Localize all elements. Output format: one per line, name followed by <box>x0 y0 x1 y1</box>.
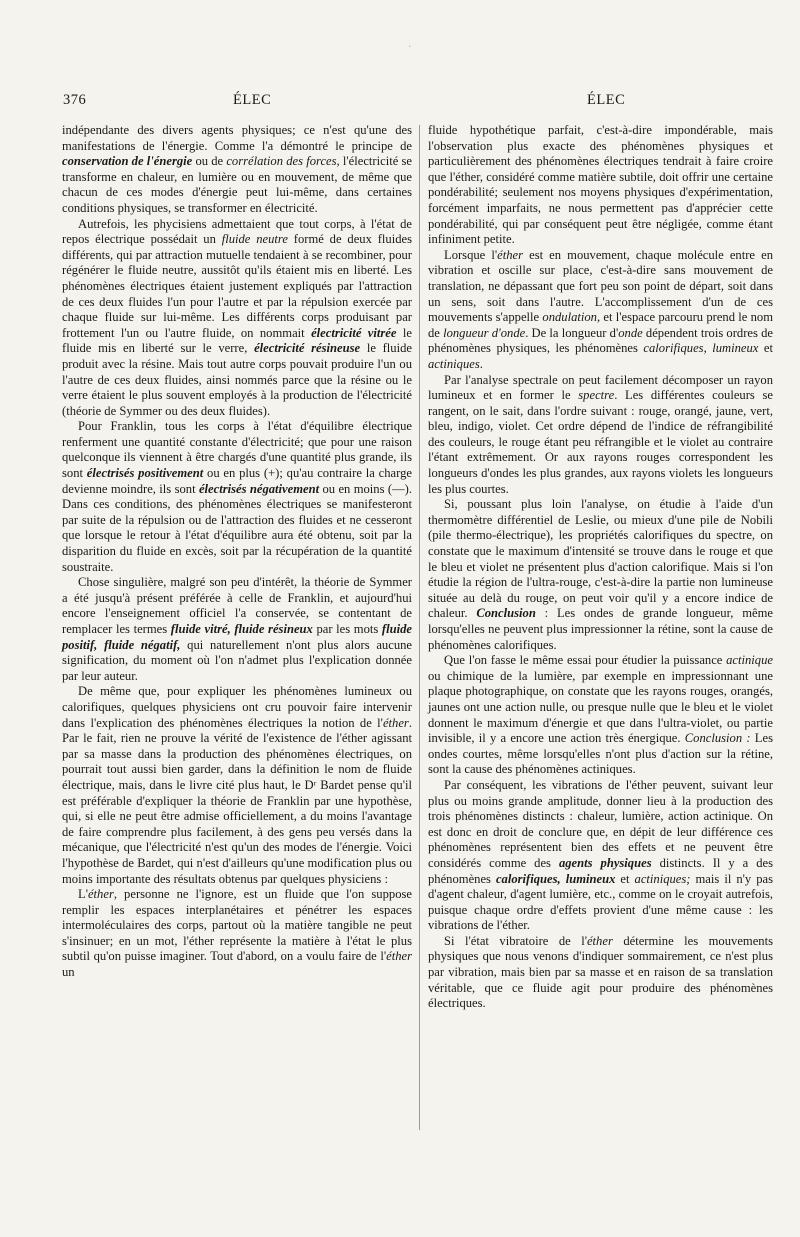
text-run: : Les ondes de grande longueur, même lorsqu'elles ne peuvent plus impressionner la rétine, sont la cause de phénomènes calorifiques. <box>428 606 773 652</box>
italic-text: éther <box>386 949 412 964</box>
bold-emphasis <box>87 466 203 480</box>
bold-emphasis <box>476 606 536 620</box>
text-run: De même que, pour expliquer les phénomènes lumineux ou calorifiques, quelques physiciens ont cru pouvoir faire intervenir dans l'explication des phénomènes électriques la notion de l' <box>62 684 412 730</box>
text-run: mais il n'y pas d'agent chaleur, d'agent lumière, etc., comme on le croyait autrefois, puisque chaque ordre d'effets provient d'une même cause : les vibrations de l'éther. <box>428 871 773 933</box>
text-run: Si l'état vibratoire de l' <box>444 933 587 948</box>
text-run: détermine les mouvements physiques que nous venons d'indiquer sommairement, ce n'est plus par vibration, mais bien par sa masse et en raison de sa translation véritable, que ce fluide agit pour produire des phénomènes électriques. <box>428 933 773 1011</box>
italic-text: Conclusion : <box>684 731 751 746</box>
paragraph <box>62 217 412 420</box>
paragraph <box>62 419 412 575</box>
paragraph <box>62 684 412 887</box>
paragraph <box>428 373 773 498</box>
text-run: dépendent trois ordres de phénomènes physiques, les phénomènes <box>428 325 773 356</box>
italic-text: fluide neutre <box>221 232 288 247</box>
text-run: indépendante des divers agents physiques; ce n'est qu'une des manifestations de l'énergie. Comme l'a démontré le principe de <box>62 123 412 153</box>
paragraph <box>428 653 773 778</box>
text-run: L' <box>78 887 88 902</box>
italic-text: actinique <box>726 653 773 668</box>
italic-text: actiniques; <box>634 871 691 886</box>
bold-emphasis <box>254 341 360 355</box>
bold-emphasis <box>171 622 313 636</box>
bold-emphasis <box>311 326 396 340</box>
paragraph <box>62 887 412 981</box>
emphasis-text: conservation de l'énergie <box>62 154 193 169</box>
right-text-column <box>428 123 773 1012</box>
paragraph <box>428 248 773 373</box>
emphasis-text: électrisés négativement <box>198 481 320 496</box>
italic-text: éther <box>382 715 409 730</box>
text-run: . De la longueur d' <box>525 325 619 340</box>
italic-text: éther <box>586 933 613 948</box>
text-run: ou en moins (—). Dans ces conditions, des phénomènes électriques se manifesteront par suite de la répulsion ou de l'attraction des fluides et ne cesseront que lorsque le retour à l'état d'équilibre aura été obtenu, soit par la disparition du fluide en excès, soit par la récupération de la quantité soustraite. <box>62 481 412 574</box>
text-run: , et l'espace parcouru prend le nom de <box>428 310 773 340</box>
text-run: Que l'on fasse le même essai pour étudier la puissance <box>444 653 727 668</box>
paragraph <box>428 934 773 1012</box>
emphasis-text: électrisés positivement <box>86 466 204 481</box>
paragraph <box>428 123 773 248</box>
column-divider <box>419 125 420 1130</box>
text-run: . Les différentes couleurs se rangent, on le sait, dans l'ordre suivant : rouge, orangé, jaune, vert, bleu, indigo, violet. Cet ordre dépend de l'indice de réfrangibilité des couleurs, le rouge étant peu réfrangible et le violet au contraire l'étant extrêmement. Or aux rayons rouges correspondent les longueurs d'ondes les plus grandes, aux rayons violets les longueurs les plus courtes. <box>428 388 773 496</box>
text-run: est en mouvement, chaque molécule entre en vibration et oscille sur place, c'est-à-dire sans mouvement de translation, ne dépassant que fort peu son point de départ, soit dans un sens, soit dans l'autre. L'accomplissement d'un de ces mouvements s'appelle <box>428 247 773 325</box>
paragraph <box>62 123 412 217</box>
text-run: ou chimique de la lumière, par exemple en impressionnant une plaque photographique, on constate que les rayons rouges, orangés, jaunes ont une action nulle, ou presque nulle que le bleu et le violet donnent le maximum d'énergie et que dans l'ultra-violet, ou partie invisible, il y a encore une action très énergique. <box>428 668 773 746</box>
italic-text: onde <box>618 325 643 340</box>
bold-emphasis <box>62 154 192 168</box>
italic-text: calorifiques, lumineux <box>643 341 759 356</box>
emphasis-text: électricité vitrée <box>311 325 397 340</box>
text-run: et <box>615 871 635 886</box>
paragraph <box>428 778 773 934</box>
text-run: par les mots <box>312 622 382 636</box>
text-run: , personne ne l'ignore, est un fluide que l'on suppose remplir les espaces interplanétaires et pénétrer les espaces intermoléculaires des corps, partout où la matière tangible ne peut s'insinuer; en un mot, l'éther représente la matière à l'état le plus subtil qu'on puisse imaginer. Tout d'abord, on a voulu faire de l' <box>62 887 412 964</box>
text-run: Par conséquent, les vibrations de l'éther peuvent, suivant leur plus ou moins grande amplitude, donner lieu à la production des trois phénomènes distincts : chaleur, lumière, action actinique. On est donc en droit de conclure que, en dépit de leur différence ces phénomènes représentent bien des effets et ne peuvent être considérés comme des <box>428 777 773 870</box>
text-run: Si, poussant plus loin l'analyse, on étudie à l'aide d'un thermomètre différentiel de Leslie, ou mieux d'une pile de Nobili (pile thermo-électrique), les propriétés calorifiques du spectre, on constate que le maximum d'intensité se trouve dans le rouge et que le bleu et violet ne présentent plus d'action calorifique. Mais si l'on étudie la région de l'ultra-rouge, c'est-à-dire la partie non lumineuse située au delà du rouge, on peut voir qu'il y a encore indice de chaleur. <box>428 497 773 621</box>
running-header <box>55 92 785 112</box>
emphasis-text: électricité résineuse <box>254 341 361 356</box>
text-run: le fluide produit avec la résine. Mais tout autre corps pouvait produire l'un ou l'autre de ces deux fluides, ainsi nommés parce que la résine ou le verre étaient le plus souvent employés à la production de l'électricité (théorie de Symmer ou des deux fluides). <box>62 341 412 418</box>
text-run: Lorsque l' <box>444 247 498 262</box>
left-running-title: ÉLEC <box>233 92 272 108</box>
emphasis-text: agents physiques <box>558 855 652 870</box>
italic-text: spectre <box>578 388 615 403</box>
text-run: formé de deux fluides différents, qui par attraction mutuelle tendaient à se recombiner, pour régénérer le fluide neutre, aussitôt qu'ils étaient mis en liberté. Les phénomènes électriques étaient justement expliqués par l'attraction de ces deux fluides l'un pour l'autre et par la répulsion exercée par chaque fluide sur lui-même. Les différents corps produisant par frottement l'un ou l'autre fluide, on nommait <box>62 232 412 340</box>
italic-text: éther <box>87 887 114 902</box>
text-run: ou en plus (+); qu'au contraire la charge devienne moindre, ils sont <box>62 466 412 496</box>
text-run: ou de <box>192 154 227 169</box>
text-run: Pour Franklin, tous les corps à l'état d'équilibre électrique renferment une quantité constante d'électricité; que pour une raison quelconque ils viennent à être chargés d'une quantité plus grande, ils sont <box>62 419 412 481</box>
bold-emphasis <box>496 872 615 886</box>
text-run: distincts. Il y a des phénomènes <box>428 855 773 886</box>
right-running-title: ÉLEC <box>587 92 626 108</box>
text-run: fluide hypothétique parfait, c'est-à-dire impondérable, mais l'observation plus exacte des phénomènes physiques et particulièrement des phénomènes électriques tendrait à faire croire que l'éther, considéré comme matière subtile, doit offrir une certaine pondérabilité; seulement nos moyens physiques d'expérimentation, forcément imparfaits, ne nous permettent pas d'apprécier cette pondérabilité, qui par conséquent peut être négligée, comme étant infiniment petite. <box>428 123 773 247</box>
emphasis-text: fluide positif, fluide négatif, <box>62 622 413 652</box>
emphasis-text: fluide vitré, fluide résineux <box>170 622 313 636</box>
italic-text: corrélation des forces, <box>226 154 340 169</box>
page-number: 376 <box>63 92 87 108</box>
text-run: qui naturellement n'ont plus alors aucune signification, du moment où l'on n'admet plus l'explication donnée par leur auteur. <box>62 637 412 683</box>
italic-text: longueur d'onde <box>443 325 526 340</box>
italic-text: actiniques <box>428 356 480 371</box>
text-run: . Par le fait, rien ne prouve la vérité de l'existence de l'éther agissant par sa masse dans la production des phénomènes électriques, on pourrait tout aussi bien garder, dans la définition le nom de fluide électrique, mais, dans le livre cité plus haut, le Dʳ Bardet pense qu'il est préférable d'expliquer la théorie de Franklin par une hypothèse, qui, si elle ne peut être admise officiellement, a du moins l'avantage de faire comprendre plus facilement, à des gens peu versés dans la mécanique, que l'électricité n'est qu'un des modes de l'énergie. Voici l'hypothèse de Bardet, qui n'est d'ailleurs qu'une modification plus ou moins importante des résultats obtenus par quelques physiciens : <box>62 715 412 886</box>
emphasis-text: calorifiques, lumineux <box>495 871 616 886</box>
text-run: le fluide mis en liberté sur le verre, <box>62 325 412 356</box>
paragraph <box>428 497 773 653</box>
emphasis-text: Conclusion <box>476 606 536 621</box>
left-text-column <box>62 123 412 981</box>
printer-mark: · <box>408 40 412 53</box>
italic-text: ondulation <box>542 310 597 325</box>
text-run: Chose singulière, malgré son peu d'intérêt, la théorie de Symmer a été jusqu'à présent préférée à celle de Franklin, et aujourd'hui encore l'enseignement officiel l'a conservée, se contentant de remplacer les termes <box>62 575 412 636</box>
text-run: et <box>758 341 773 356</box>
text-run: un <box>62 965 75 980</box>
text-run: Les ondes courtes, même lorsqu'elles n'ont plus d'action sur la rétine, sont la cause des phénomènes actiniques. <box>428 731 773 777</box>
text-run: . <box>479 356 483 371</box>
italic-text: éther <box>497 247 524 262</box>
bold-emphasis <box>559 856 652 870</box>
paragraph <box>62 575 412 684</box>
text-run: l'électricité se transforme en chaleur, en lumière ou en mouvement, de même que chacun de ces modes d'énergie peut lui-même, dans certaines conditions physiques, se transformer en électricité. <box>62 154 412 215</box>
text-run: Par l'analyse spectrale on peut facilement décomposer un rayon lumineux et en former le <box>428 372 773 403</box>
bold-emphasis <box>199 482 319 496</box>
text-run: Autrefois, les phycisiens admettaient que tout corps, à l'état de repos électrique possédait un <box>62 216 412 247</box>
